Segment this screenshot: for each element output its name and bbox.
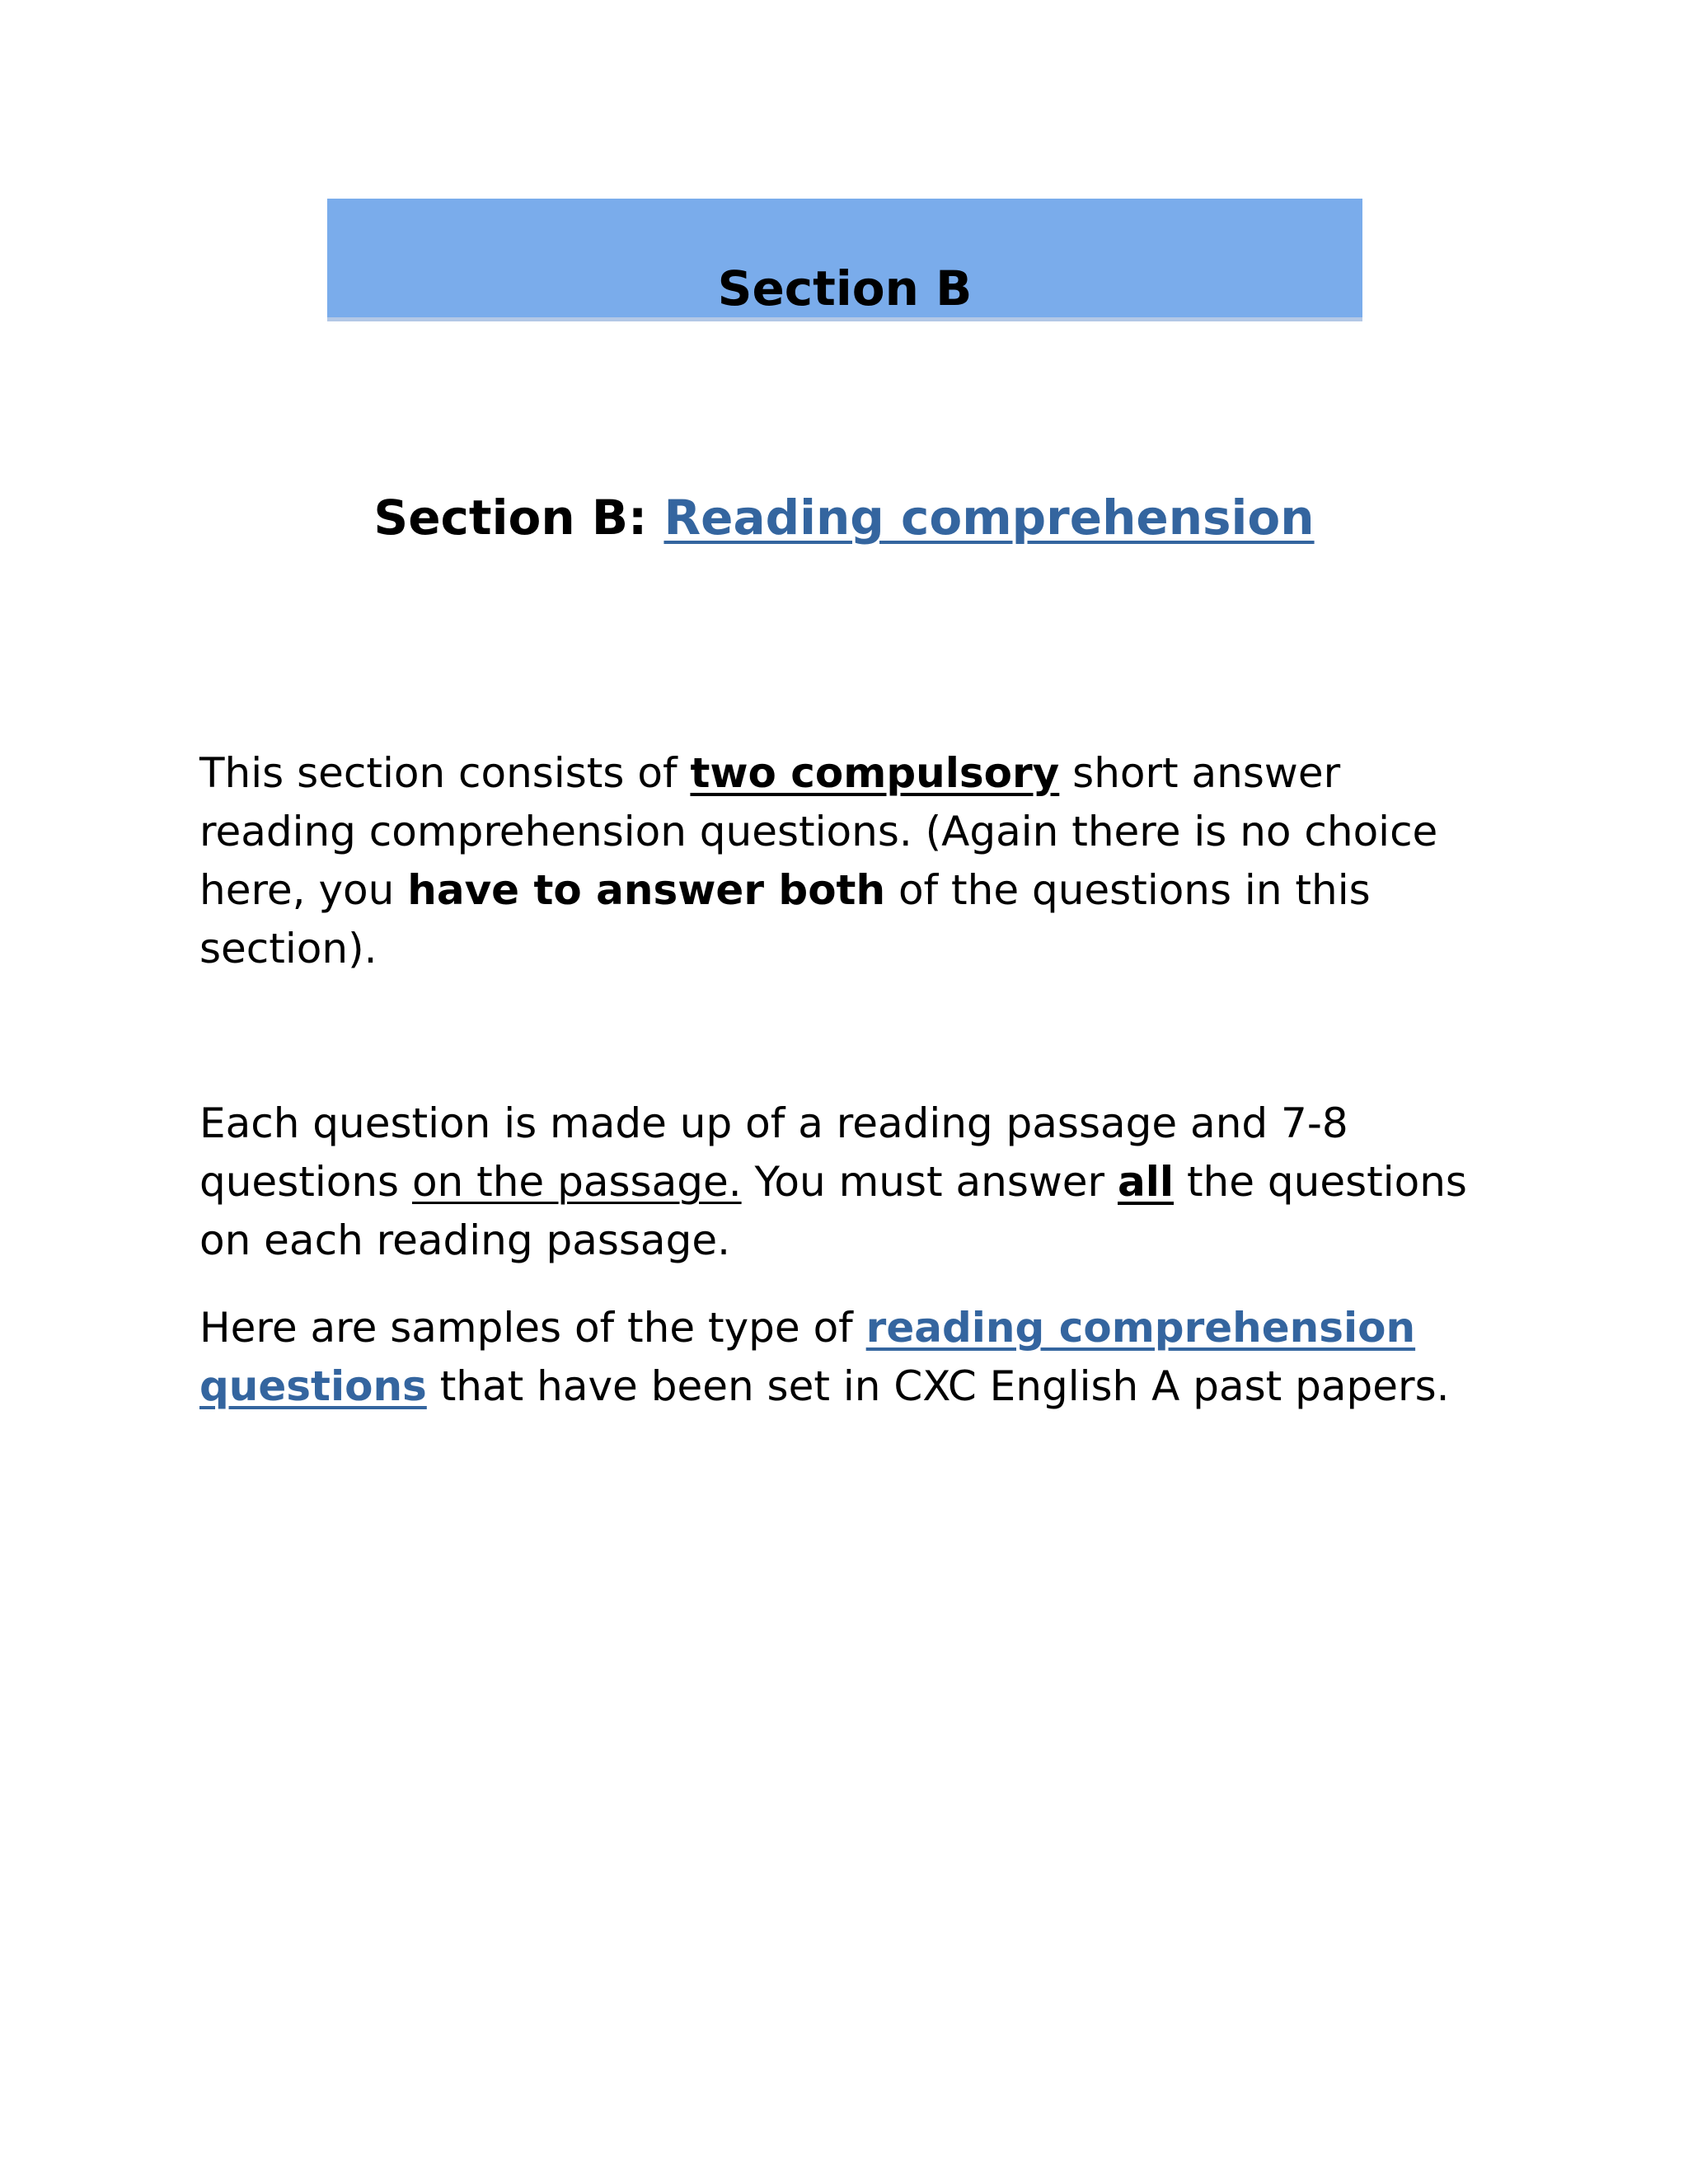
p1-emphasis-answer-both: have to answer both	[407, 866, 886, 914]
section-heading	[0, 485, 1688, 551]
p3-text-1: Here are samples of the type of	[199, 1304, 866, 1352]
banner-title: Section B	[717, 260, 973, 316]
p2-underlined-on-the-passage: on the passage.	[411, 1158, 742, 1206]
paragraph-intro	[199, 744, 1502, 978]
paragraph-question-format	[199, 1094, 1502, 1270]
reading-comprehension-link[interactable]: Reading comprehension	[663, 490, 1315, 546]
p2-text-2: You must answer	[741, 1158, 1118, 1206]
section-banner	[327, 199, 1362, 321]
heading-prefix: Section B:	[373, 490, 664, 546]
p1-text-3: of the questions in this section).	[199, 866, 1371, 972]
p1-text-2: short answer reading comprehension questions. (Again there is no choice here, you	[199, 749, 1438, 914]
p2-emphasis-all: all	[1118, 1158, 1175, 1206]
reading-comprehension-questions-link[interactable]: reading comprehension questions	[199, 1304, 1416, 1410]
p3-text-2: that have been set in CXC English A past papers.	[426, 1362, 1450, 1410]
p1-emphasis-two-compulsory: two compulsory	[690, 749, 1060, 797]
p2-text-1: Each question is made up of a reading passage and 7-8 questions	[199, 1099, 1348, 1206]
p2-text-3: the questions on each reading passage.	[199, 1158, 1467, 1264]
p1-text-1: This section consists of	[199, 749, 691, 797]
paragraph-samples	[199, 1299, 1502, 1416]
